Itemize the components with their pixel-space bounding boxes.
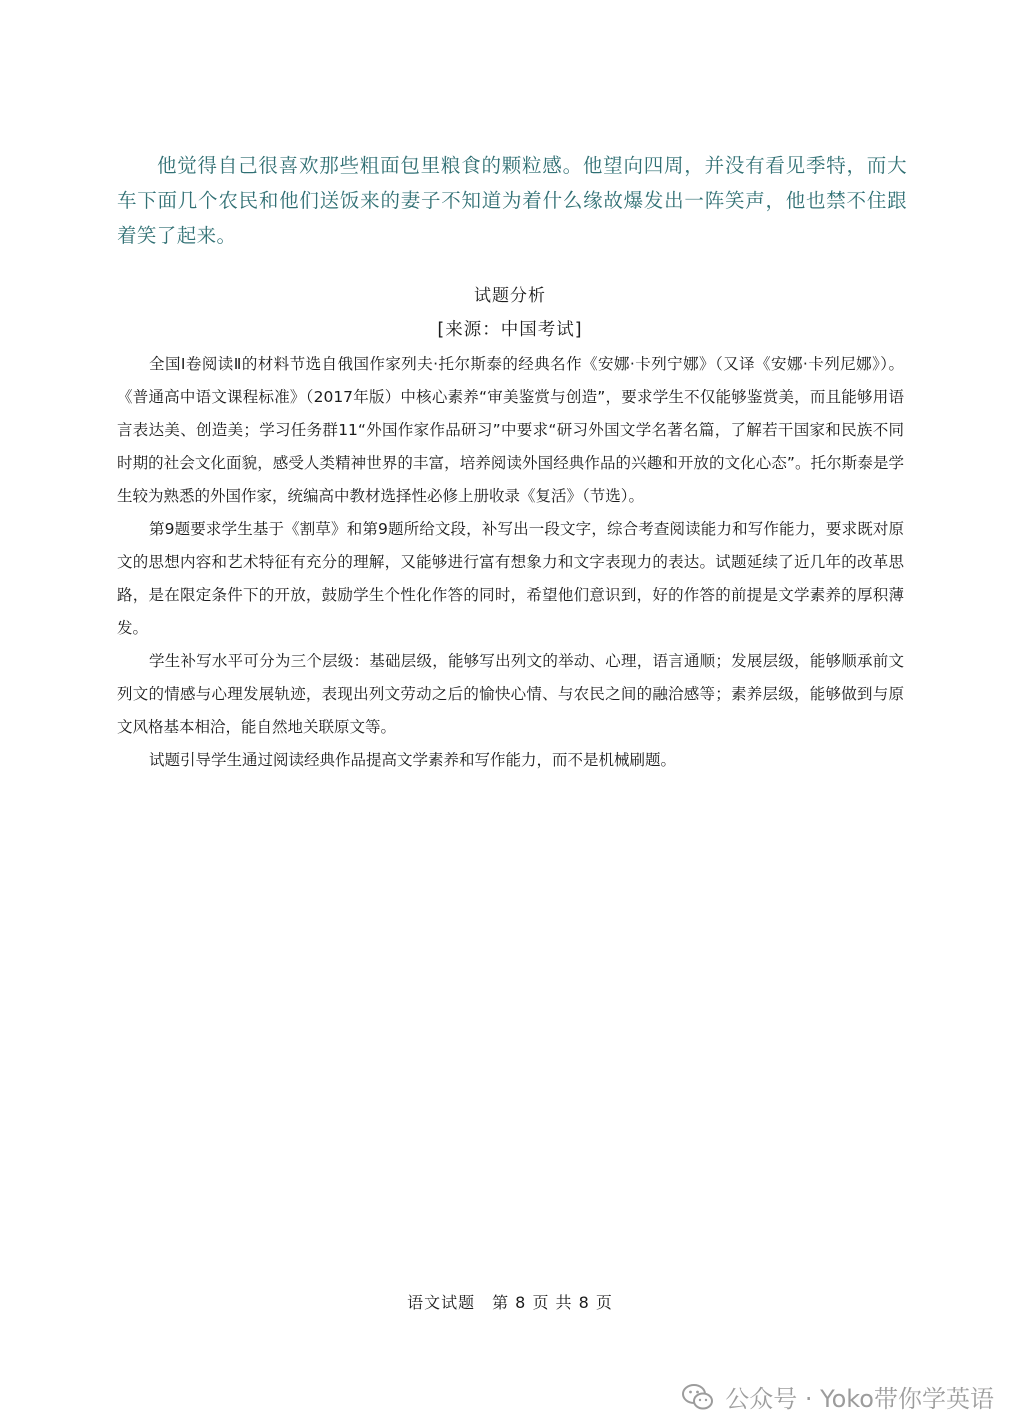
analysis-paragraph: 学生补写水平可分为三个层级：基础层级，能够写出列文的举动、心理，语言通顺；发展层级，能够顺承前文列文的情感与心理发展轨迹，表现出列文劳动之后的愉快心情、与农民之间的融洽感等；素养层级，能够做到与原文风格基本相洽，能自然地关联原文等。 <box>117 652 904 736</box>
page-footer: 语文试题 第 8 页 共 8 页 <box>407 1293 613 1312</box>
analysis-paragraph: 试题引导学生通过阅读经典作品提高文学素养和写作能力，而不是机械刷题。 <box>149 751 677 769</box>
analysis-source: [来源：中国考试] <box>437 320 583 340</box>
analysis-paragraph: 全国Ⅰ卷阅读Ⅱ的材料节选自俄国作家列夫·托尔斯泰的经典名作《安娜·卡列宁娜》（又译《安娜·卡列尼娜》）。《普通高中语文课程标准》（2017年版）中核心素养“审美鉴赏与创造”，要求学生不仅能够鉴赏美，而且能够用语言表达美、创造美；学习任务群11“外国作家作品研习”中要求“研习外国文学名著名篇，了解若干国家和民族不同时期的社会文化面貌，感受人类精神世界的丰富，培养阅读外国经典作品的兴趣和开放的文化心态”。托尔斯泰是学生较为熟悉的外国作家，统编高中教材选择性必修上册收录《复活》（节选）。 <box>117 355 904 505</box>
wechat-icon <box>681 1383 715 1411</box>
watermark <box>681 1379 994 1414</box>
narrative-paragraph: 他觉得自己很喜欢那些粗面包里粮食的颗粒感。他望向四周，并没有看见季特，而大车下面几个农民和他们送饭来的妻子不知道为着什么缘故爆发出一阵笑声，他也禁不住跟着笑了起来。 <box>117 154 907 247</box>
analysis-title: 试题分析 <box>474 286 546 306</box>
analysis-paragraph: 第9题要求学生基于《割草》和第9题所给文段，补写出一段文字，综合考查阅读能力和写作能力，要求既对原文的思想内容和艺术特征有充分的理解，又能够进行富有想象力和文字表现力的表达。试题延续了近几年的改革思路，是在限定条件下的开放，鼓励学生个性化作答的同时，希望他们意识到，好的作答的前提是文学素养的厚积薄发。 <box>117 520 904 637</box>
analysis-body <box>117 348 904 777</box>
watermark-text: 公众号 · Yoko带你学英语 <box>725 1385 994 1413</box>
